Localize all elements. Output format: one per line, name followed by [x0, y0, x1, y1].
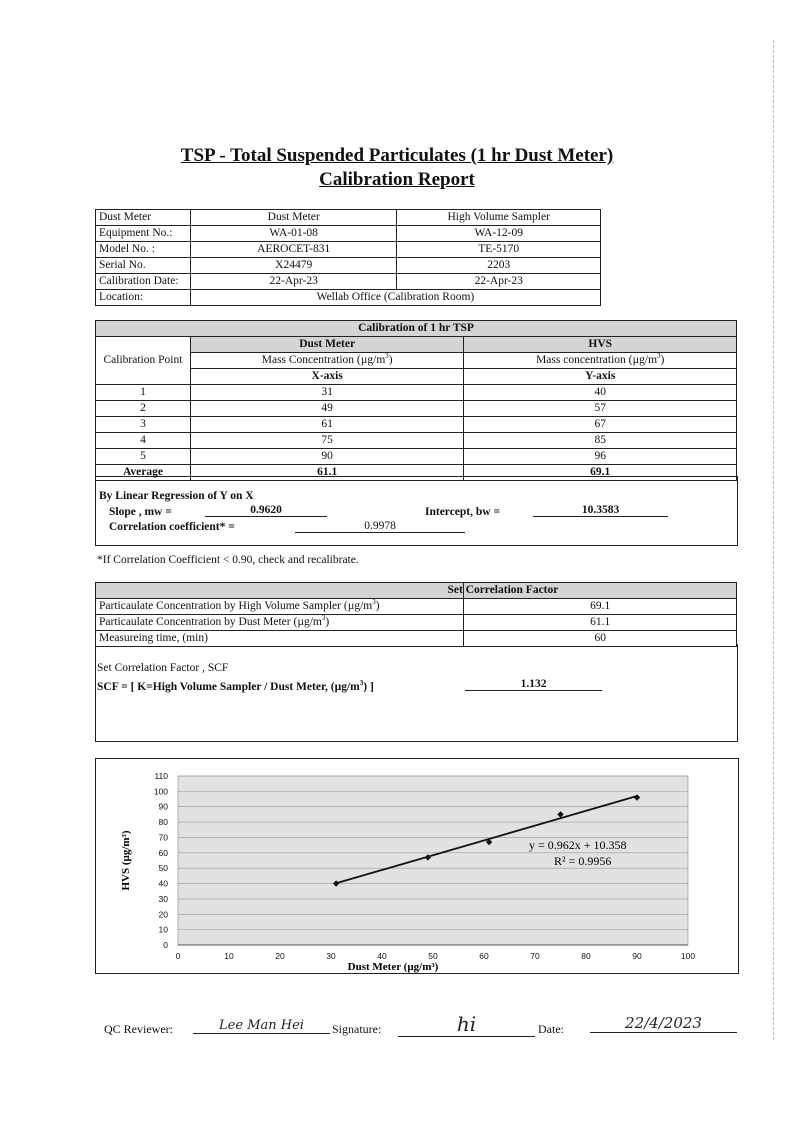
scf-formula: SCF = [ K=High Volume Sampler / Dust Meter, $(\mu g/m^3)$ ]: [97, 679, 374, 693]
reviewer-label: QC Reviewer:: [104, 1022, 173, 1036]
x-tick-label: 0: [175, 951, 181, 961]
y-tick-label: 110: [154, 771, 168, 781]
mass-hvs-header: Mass concentration $(\mu g/m^3)$: [464, 353, 737, 369]
table-row: [96, 583, 737, 599]
x-tick-label: 90: [632, 951, 642, 961]
table-row: [96, 417, 737, 433]
x-tick-label: 60: [479, 951, 489, 961]
dust-value: 75: [190, 433, 464, 449]
chart-frame: [95, 758, 739, 974]
x-tick-label: 30: [326, 951, 336, 961]
table-row: [96, 615, 737, 631]
x-tick-label: 10: [224, 951, 234, 961]
hvs-value: 57: [464, 401, 737, 417]
calibration-point-header: Calibration Point: [96, 337, 191, 385]
dust-value: 61: [190, 417, 464, 433]
average-dust: 61.1: [190, 465, 464, 481]
scf-row-label: Measureing time, (min): [96, 631, 464, 647]
plot-area: [178, 776, 688, 945]
equip-label: Equipment No.:: [96, 226, 191, 242]
report-subtitle: Calibration Report: [319, 169, 475, 190]
intercept-label: Intercept, bw =: [425, 506, 501, 518]
intercept-value: 10.3583: [533, 504, 668, 517]
point-number: 2: [96, 401, 191, 417]
report-title: TSP - Total Suspended Particulates (1 hr Dust Meter): [180, 145, 614, 166]
y-tick-label: 20: [158, 909, 168, 920]
point-number: 1: [96, 385, 191, 401]
trendline-equation: y = 0.962x + 10.358: [529, 838, 627, 852]
x-tick-label: 40: [377, 951, 387, 961]
table-row: [96, 274, 601, 290]
dust-value: 31: [190, 385, 464, 401]
table-row: [96, 385, 737, 401]
signature-handwriting: hi: [398, 1012, 535, 1037]
r-squared-label: R² = 0.9956: [554, 854, 612, 868]
x-tick-label: 70: [530, 951, 540, 961]
average-label: Average: [96, 465, 191, 481]
scf-value: 1.132: [465, 678, 602, 691]
equip-dust-value: 22-Apr-23: [190, 274, 397, 290]
x-tick-label: 20: [275, 951, 285, 961]
calibration-table: [95, 320, 737, 481]
equip-dust-value: WA-01-08: [190, 226, 397, 242]
corr-value: 0.9978: [295, 520, 465, 533]
regression-heading: By Linear Regression of Y on X: [99, 490, 254, 502]
y-tick-label: 10: [158, 924, 168, 935]
scf-row-label: Particaulate Concentration by High Volume Sampler $(\mu g/m^3)$: [96, 599, 464, 615]
y-tick-label: 90: [158, 801, 168, 812]
table-row: [96, 449, 737, 465]
y-tick-label: 0: [163, 940, 168, 950]
y-tick-label: 50: [158, 863, 168, 874]
hvs-value: 85: [464, 433, 737, 449]
signature-label: Signature:: [332, 1022, 382, 1036]
x-axis-label: X-axis: [190, 369, 464, 385]
dust-meter-header: Dust Meter: [190, 337, 464, 353]
slope-value: 0.9620: [205, 504, 327, 517]
equip-label: Calibration Date:: [96, 274, 191, 290]
calibration-title: Calibration of 1 hr TSP: [96, 321, 737, 337]
equipment-table: [95, 209, 601, 306]
equip-header-hvs: High Volume Sampler: [397, 210, 601, 226]
date-handwriting: 22/4/2023: [590, 1014, 737, 1033]
y-tick-label: 60: [158, 847, 168, 858]
table-row: [96, 433, 737, 449]
slope-label: Slope , mw =: [109, 506, 172, 518]
table-row: [96, 321, 737, 337]
hvs-value: 96: [464, 449, 737, 465]
scf-title-spacer: [96, 583, 464, 599]
reviewer-handwriting: Lee Man Hei: [193, 1018, 330, 1034]
y-tick-label: 80: [158, 817, 168, 828]
equip-hvs-value: TE-5170: [397, 242, 601, 258]
equip-hvs-value: 2203: [397, 258, 601, 274]
scf-row-value: 69.1: [464, 599, 737, 615]
recalibrate-note: *If Correlation Coefficient < 0.90, check and recalibrate.: [97, 554, 359, 566]
calibration-chart: [96, 759, 738, 973]
table-row: [96, 353, 737, 369]
equip-label: Model No. :: [96, 242, 191, 258]
scf-label: Set Correlation Factor , SCF: [97, 662, 229, 674]
y-tick-label: 40: [158, 878, 168, 889]
table-row: [96, 242, 601, 258]
equip-label: Serial No.: [96, 258, 191, 274]
scf-row-label: Particaulate Concentration by Dust Meter $(\mu g/m^3)$: [96, 615, 464, 631]
y-axis-label: Y-axis: [464, 369, 737, 385]
dust-value: 90: [190, 449, 464, 465]
hvs-value: 40: [464, 385, 737, 401]
table-row: [96, 401, 737, 417]
scf-table: [95, 582, 737, 647]
corr-label: Correlation coefficient* =: [109, 521, 235, 533]
table-row: [96, 337, 737, 353]
hvs-header: HVS: [464, 337, 737, 353]
equip-header-label: Dust Meter: [96, 210, 191, 226]
scf-row-value: 61.1: [464, 615, 737, 631]
hvs-value: 67: [464, 417, 737, 433]
y-tick-label: 30: [158, 893, 168, 904]
equip-hvs-value: WA-12-09: [397, 226, 601, 242]
x-axis-title: Dust Meter (µg/m³): [347, 961, 439, 973]
scf-title-cell: [447, 583, 737, 599]
average-hvs: 69.1: [464, 465, 737, 481]
point-number: 4: [96, 433, 191, 449]
point-number: 3: [96, 417, 191, 433]
table-row: [96, 226, 601, 242]
x-tick-label: 100: [680, 951, 696, 961]
point-number: 5: [96, 449, 191, 465]
equip-dust-value: X24479: [190, 258, 397, 274]
date-label: Date:: [538, 1022, 564, 1036]
equip-dust-value: AEROCET-831: [190, 242, 397, 258]
table-row: [96, 210, 601, 226]
mass-dust-header: Mass Concentration $(\mu g/m^3)$: [190, 353, 464, 369]
dust-value: 49: [190, 401, 464, 417]
x-tick-label: 50: [428, 951, 438, 961]
location-value: Wellab Office (Calibration Room): [190, 290, 600, 306]
table-row: [96, 290, 601, 306]
table-row: [96, 599, 737, 615]
table-row: [96, 369, 737, 385]
equip-header-dust: Dust Meter: [190, 210, 397, 226]
table-row: [96, 258, 601, 274]
scf-box: [95, 644, 738, 742]
scf-title: Set Correlation Factor: [447, 584, 559, 596]
equip-hvs-value: 22-Apr-23: [397, 274, 601, 290]
y-tick-label: 100: [153, 786, 168, 797]
y-axis-title: HVS (µg/m³): [120, 830, 132, 891]
location-label: Location:: [96, 290, 191, 306]
scf-row-value: 60: [464, 631, 737, 647]
y-tick-label: 70: [158, 832, 168, 843]
x-tick-label: 80: [581, 951, 591, 961]
